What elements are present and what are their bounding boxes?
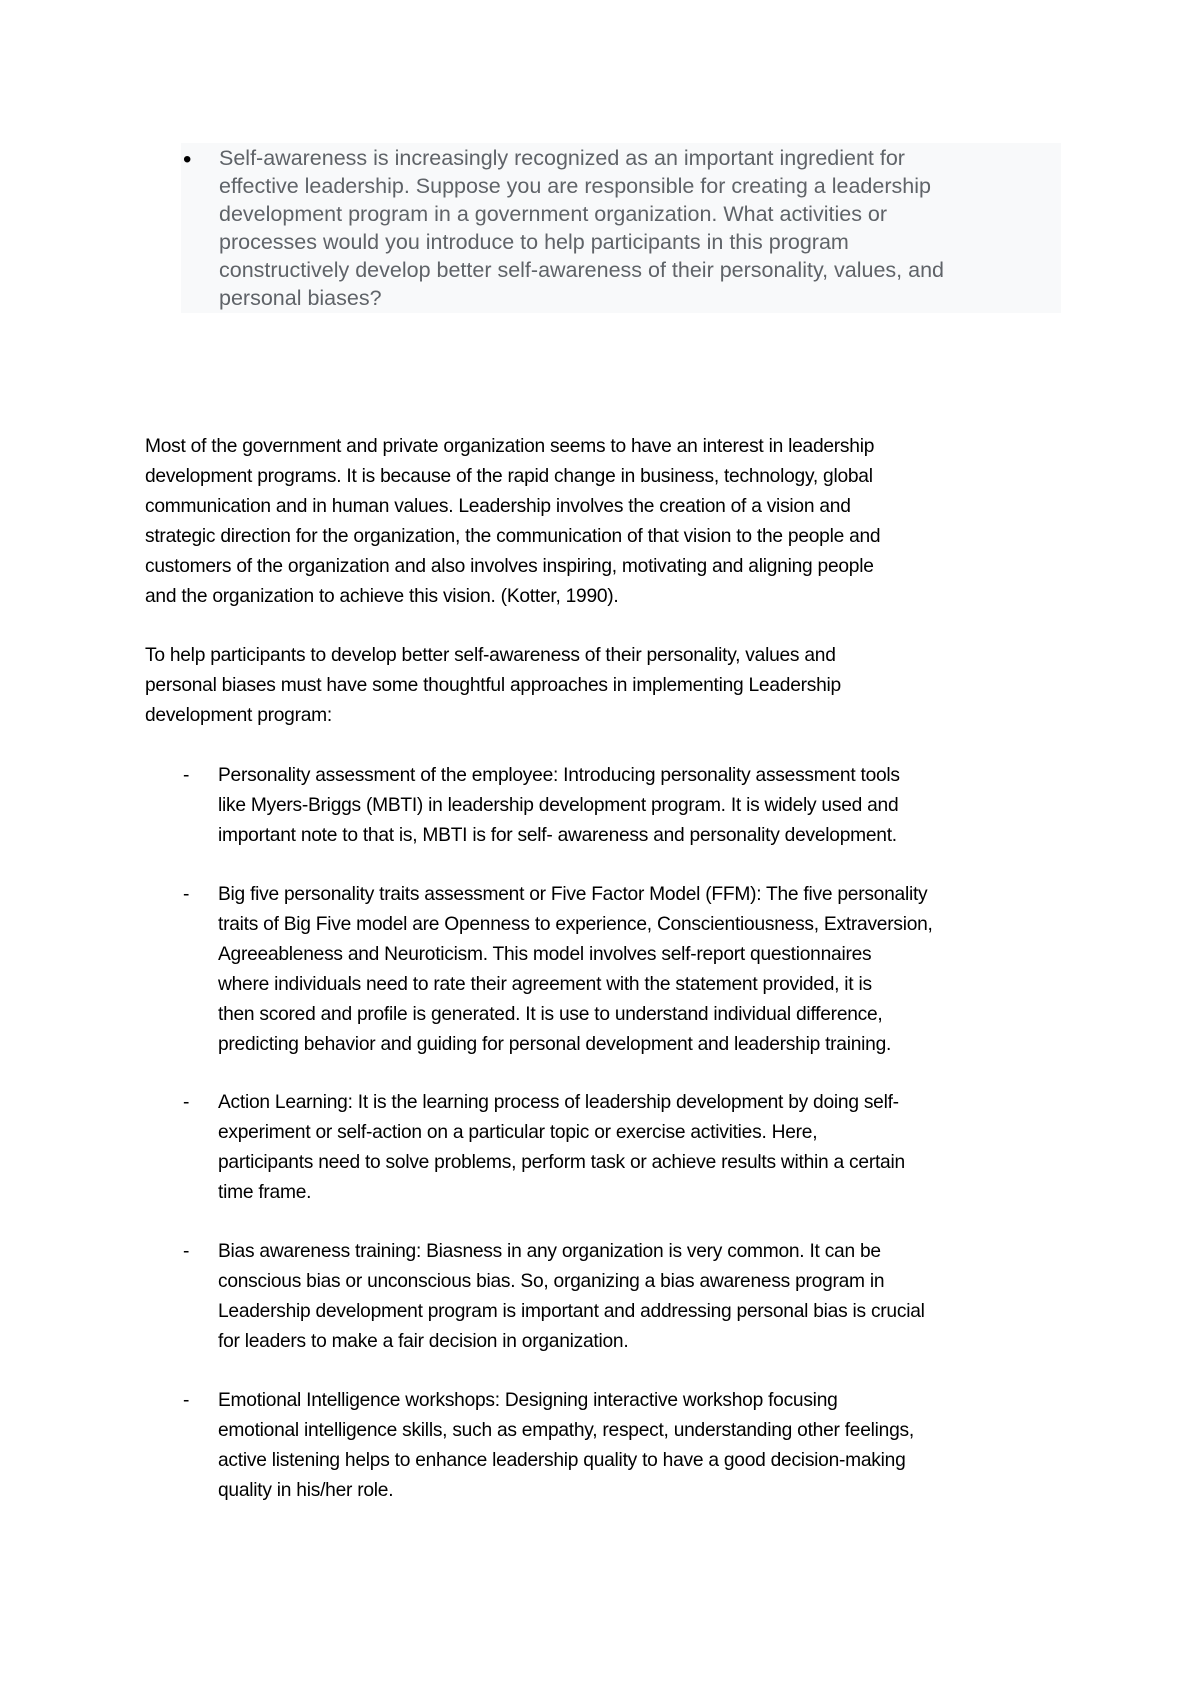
item-line: active listening helps to enhance leadership quality to have a good decision-making — [218, 1450, 906, 1471]
list-dash: - — [183, 1241, 190, 1262]
item-line: Personality assessment of the employee: Introducing personality assessment tools — [218, 765, 900, 786]
lead-paragraph — [145, 641, 841, 731]
item-line: then scored and profile is generated. It is use to understand individual difference, — [218, 1004, 883, 1025]
paragraph-line: To help participants to develop better self-awareness of their personality, values and — [145, 645, 836, 666]
paragraph-line: personal biases must have some thoughtful approaches in implementing Leadership — [145, 675, 841, 696]
item-line: emotional intelligence skills, such as empathy, respect, understanding other feelings, — [218, 1420, 914, 1441]
list-item-text — [218, 1237, 925, 1357]
list-item-text — [218, 1088, 905, 1208]
intro-paragraph — [145, 432, 880, 612]
paragraph-line: and the organization to achieve this vision. (Kotter, 1990). — [145, 586, 619, 607]
item-line: Bias awareness training: Biasness in any organization is very common. It can be — [218, 1241, 881, 1262]
question-line: Self-awareness is increasingly recognized as an important ingredient for — [219, 146, 905, 170]
question-line: effective leadership. Suppose you are responsible for creating a leadership — [219, 174, 931, 198]
list-dash: - — [183, 1390, 190, 1411]
item-line: Action Learning: It is the learning process of leadership development by doing self- — [218, 1092, 899, 1113]
list-dash: - — [183, 884, 190, 905]
paragraph-line: development programs. It is because of the rapid change in business, technology, global — [145, 466, 873, 487]
item-line: experiment or self-action on a particular topic or exercise activities. Here, — [218, 1122, 818, 1143]
paragraph-line: customers of the organization and also involves inspiring, motivating and aligning people — [145, 556, 874, 577]
question-line: processes would you introduce to help participants in this program — [219, 230, 849, 254]
paragraph-line: communication and in human values. Leadership involves the creation of a vision and — [145, 496, 851, 517]
list-dash: - — [183, 765, 190, 786]
question-text — [219, 144, 1059, 312]
question-line: development program in a government organization. What activities or — [219, 202, 888, 226]
list-item-text — [218, 1386, 914, 1506]
item-line: quality in his/her role. — [218, 1480, 394, 1501]
question-line: constructively develop better self-awareness of their personality, values, and — [219, 258, 945, 282]
item-line: Leadership development program is important and addressing personal bias is crucial — [218, 1301, 925, 1322]
item-line: participants need to solve problems, perform task or achieve results within a certain — [218, 1152, 905, 1173]
paragraph-line: development program: — [145, 705, 332, 726]
item-line: Agreeableness and Neuroticism. This model involves self-report questionnaires — [218, 944, 872, 965]
question-bullet: • — [183, 146, 192, 173]
question-line: personal biases? — [219, 286, 382, 310]
item-line: Emotional Intelligence workshops: Designing interactive workshop focusing — [218, 1390, 838, 1411]
item-line: predicting behavior and guiding for personal development and leadership training. — [218, 1034, 892, 1055]
item-line: for leaders to make a fair decision in organization. — [218, 1331, 629, 1352]
list-item-text — [218, 761, 900, 851]
list-item-text — [218, 880, 933, 1060]
list-dash: - — [183, 1092, 190, 1113]
item-line: important note to that is, MBTI is for self- awareness and personality development. — [218, 825, 897, 846]
item-line: Big five personality traits assessment or Five Factor Model (FFM): The five personality — [218, 884, 928, 905]
paragraph-line: Most of the government and private organization seems to have an interest in leadership — [145, 436, 875, 457]
item-line: conscious bias or unconscious bias. So, organizing a bias awareness program in — [218, 1271, 885, 1292]
item-line: traits of Big Five model are Openness to experience, Conscientiousness, Extraversion, — [218, 914, 933, 935]
item-line: time frame. — [218, 1182, 312, 1203]
item-line: where individuals need to rate their agreement with the statement provided, it is — [218, 974, 872, 995]
item-line: like Myers-Briggs (MBTI) in leadership development program. It is widely used and — [218, 795, 899, 816]
paragraph-line: strategic direction for the organization, the communication of that vision to the people and — [145, 526, 881, 547]
